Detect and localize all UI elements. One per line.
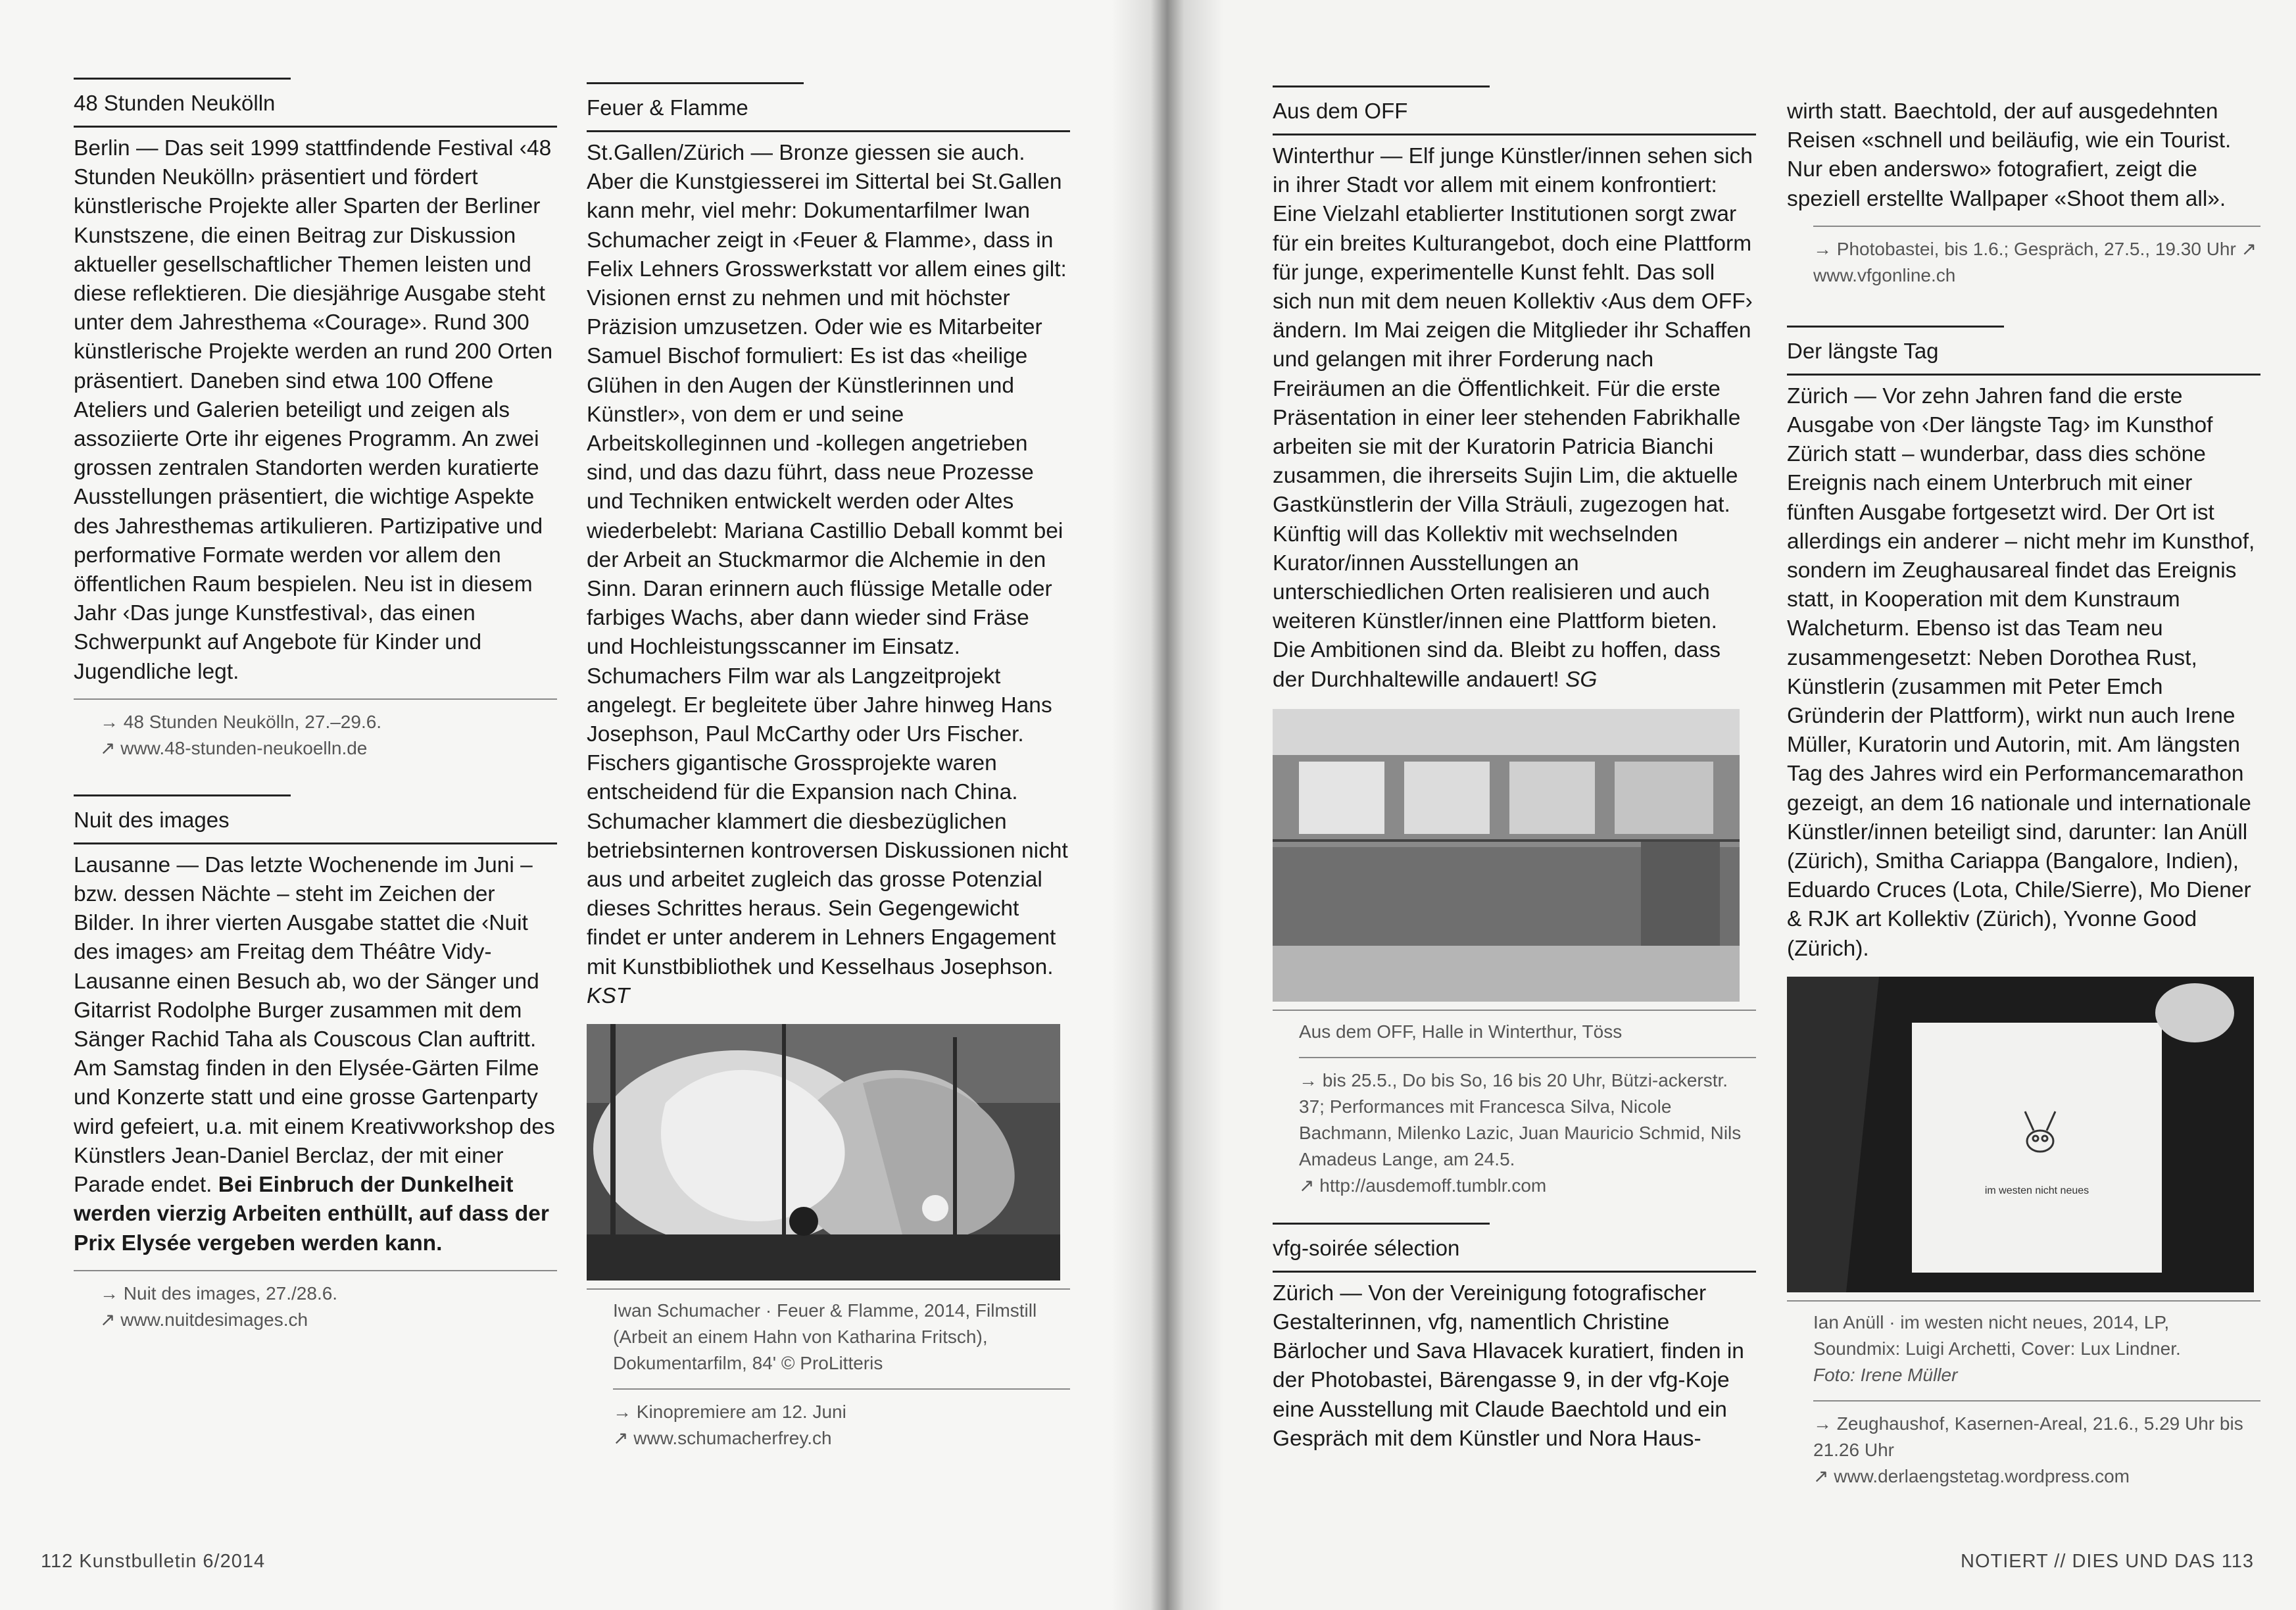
article-link[interactable]: ↗ http://ausdemoff.tumblr.com bbox=[1299, 1175, 1547, 1196]
factory-hall-image bbox=[1273, 709, 1740, 1002]
article-heading: 48 Stunden Neukölln bbox=[74, 89, 557, 128]
author-signature: SG bbox=[1565, 667, 1598, 692]
author-signature: KST bbox=[587, 983, 630, 1008]
photo-credit: Foto: Irene Müller bbox=[1813, 1364, 1958, 1385]
info-separator bbox=[74, 1270, 557, 1271]
right-column-1 bbox=[1273, 85, 1756, 1453]
article-info: → 48 Stunden Neukölln, 27.–29.6. bbox=[100, 711, 382, 732]
article-heading: Aus dem OFF bbox=[1273, 97, 1756, 135]
article-body-text: Winterthur — Elf junge Künstler/innen sehen sich in ihrer Stadt vor allem mit einem konfrontiert: Eine Vielzahl etablierter Institutionen sorgt zwar für ein breites Kulturangebot, doch eine Plattform für junge, experimentelle Kunst fehlt. Das soll sich nun mit dem neuen Kollektiv ‹Aus dem OFF› ändern. Im Mai zeigen die Mitglieder ihr Schaffen und gelangen mit ihrer Forderung nach Freiräumen an die Öffentlichkeit. Für die erste Präsentation in einer leer stehenden Fabrikhalle arbeiten sie mit der Kuratorin Patricia Bianchi zusammen, die ihrerseits Sujin Lim, die aktuelle Gastkünstlerin der Villa Sträuli, zugezogen hat. Künftig will das Kollektiv mit wechselnden Kurator/innen Ausstellungen an unterschiedlichen Orten realisieren und auch weiteren Künstler/innen eine Plattform bieten. Die Ambitionen sind da. Bleibt zu hoffen, dass der Durchhaltewille andauert! bbox=[1273, 144, 1753, 692]
article-heading: Nuit des images bbox=[74, 806, 557, 844]
page-folio-right: NOTIERT // DIES UND DAS 113 bbox=[1961, 1551, 2254, 1572]
film-still-image bbox=[587, 1024, 1060, 1281]
article-info: → Zeughaushof, Kasernen-Areal, 21.6., 5.29 Uhr bis 21.26 Uhr bbox=[1813, 1413, 2243, 1460]
right-page bbox=[1161, 0, 2296, 1610]
lp-cover-photo bbox=[1787, 977, 2254, 1292]
caption-separator bbox=[1273, 1010, 1756, 1011]
article-body bbox=[74, 851, 557, 1258]
rule bbox=[74, 794, 291, 796]
photo-caption: Iwan Schumacher · Feuer & Flamme, 2014, Filmstill (Arbeit an einem Hahn von Katharina Fritsch), Dokumentarfilm, 84' © ProLitteris bbox=[613, 1300, 1037, 1374]
article-info: → bis 25.5., Do bis So, 16 bis 20 Uhr, Bützi-ackerstr. 37; Performances mit Francesca Silva, Nicole Bachmann, Milenko Lazic, Juan Mauricio Schmid, Nils Amadeus Lange, am 24.5. bbox=[1299, 1069, 1742, 1169]
article-body-part: Bei Einbruch der Dunkelheit werden vierzig Arbeiten enthüllt, auf dass der Prix Elysée vergeben werden kann. bbox=[74, 1173, 549, 1256]
info-separator bbox=[74, 698, 557, 700]
photo-caption: Aus dem OFF, Halle in Winterthur, Töss bbox=[1299, 1021, 1623, 1042]
info-separator bbox=[1813, 1400, 2260, 1402]
left-column-2 bbox=[587, 82, 1070, 1451]
hall-photo bbox=[1273, 709, 1740, 1002]
cover-title: im westen nicht neues bbox=[1984, 1184, 2089, 1196]
caption-separator bbox=[587, 1288, 1070, 1290]
article-link[interactable]: ↗ www.48-stunden-neukoelln.de bbox=[100, 737, 368, 758]
article-info: → Nuit des images, 27./28.6. bbox=[100, 1282, 338, 1304]
article-info: → Photobastei, bis 1.6.; Gespräch, 27.5., 19.30 Uhr ↗ www.vfgonline.ch bbox=[1813, 238, 2257, 285]
right-column-2 bbox=[1787, 97, 2260, 1490]
article-body-continued: wirth statt. Baechtold, der auf ausgedehnten Reisen «schnell und beiläufig, wie ein Tourist. Nur eben anderswo» fotografiert, zeigt die speziell erstellte Wallpaper «Shoot them all». bbox=[1787, 99, 2232, 211]
rule bbox=[1273, 1223, 1490, 1225]
film-still-photo bbox=[587, 1024, 1060, 1281]
page-folio-left: 112 Kunstbulletin 6/2014 bbox=[41, 1551, 266, 1572]
article-link[interactable]: ↗ www.nuitdesimages.ch bbox=[100, 1309, 308, 1330]
article-body-part: Lausanne — Das letzte Wochenende im Juni – bzw. dessen Nächte – steht im Zeichen der Bilder. In ihrer vierten Ausgabe stattet die ‹Nuit des images› am Freitag dem Théâtre Vidy-Lausanne einen Besuch ab, wo der Sänger und Gitarrist Rodolphe Burger zusammen mit dem Sänger Rachid Taha als Couscous Clan auftritt. Am Samstag finden in den Elysée-Gärten Filme und Konzerte statt und eine grosse Gartenparty wird gefeiert, u.a. mit einem Kreativworkshop des Künstlers Jean-Daniel Berclaz, der mit einer Parade endet. bbox=[74, 852, 555, 1198]
article-info: → Kinopremiere am 12. Juni bbox=[613, 1402, 846, 1423]
article-body: Zürich — Von der Vereinigung fotografischer Gestalterinnen, vfg, namentlich Christine Bärlocher und Sava Hlavacek kuratiert, finden in der Photobastei, Bärengasse 9, in der vfg-Koje eine Ausstellung mit Claude Baechtold und ein Gespräch mit dem Künstler und Nora Haus- bbox=[1273, 1281, 1744, 1451]
article-heading: Feuer & Flamme bbox=[587, 93, 1070, 132]
article-body bbox=[587, 139, 1070, 1011]
left-column-1 bbox=[74, 78, 557, 1333]
caption-separator bbox=[1787, 1300, 2260, 1302]
info-separator bbox=[613, 1388, 1070, 1390]
record-cover-image bbox=[1787, 977, 2254, 1292]
photo-caption: Ian Anüll · im westen nicht neues, 2014, LP, Soundmix: Luigi Archetti, Cover: Lux Lindner. bbox=[1813, 1311, 2181, 1359]
rule bbox=[1273, 85, 1490, 87]
info-separator bbox=[1299, 1057, 1756, 1058]
article-link[interactable]: ↗ www.schumacherfrey.ch bbox=[613, 1428, 832, 1449]
article-body: Berlin — Das seit 1999 stattfindende Festival ‹48 Stunden Neukölln› präsentiert und fördert künstlerische Projekte aller Sparten der Berliner Kunstszene, die einen Beitrag zur Diskussion aktueller gesellschaftlicher Themen leisten und diese reflektieren. Die diesjährige Ausgabe steht unter dem Jahresthema «Courage». Rund 300 künstlerische Projekte werden an rund 200 Orten präsentiert. Daneben sind etwa 100 Offene Ateliers und Galerien beteiligt und zeigen als assoziierte Orte ihr eigenes Programm. An zwei grossen zentralen Standorten werden kuratierte Ausstellungen präsentiert, die wichtige Aspekte des Jahresthemas artikulieren. Partizipative und performative Formate werden vor allem den öffentlichen Raum bespielen. Neu ist in diesem Jahr ‹Das junge Kunstfestival›, das einen Schwerpunkt auf Angebote für Kinder und Jugendliche legt. bbox=[74, 136, 553, 684]
rule bbox=[587, 82, 804, 84]
article-heading: Der längste Tag bbox=[1787, 337, 2260, 376]
article-body-text: St.Gallen/Zürich — Bronze giessen sie auch. Aber die Kunstgiesserei im Sittertal bei St.Gallen kann mehr, viel mehr: Dokumentarfilmer Iwan Schumacher zeigt in ‹Feuer & Flamme›, dass in Felix Lehners Grosswerkstatt vor allem eines gilt: Visionen ernst zu nehmen und mit höchster Präzision umzusetzen. Oder wie es Mitarbeiter Samuel Bischof formuliert: Es ist das «heilige Glühen in den Augen der Künstlerinnen und Künstler», von dem er und seine Arbeitskolleginnen und -kollegen angetrieben sind, und das dazu führt, dass neue Prozesse und Techniken entwickelt werden oder Altes wiederbelebt: Mariana Castillio Deball kommt bei der Arbeit an Stuckmarmor die Alchemie in den Sinn. Daran erinnern auch flüssige Metalle oder farbiges Wachs, aber dann wieder sind Fräse und Hochleistungsscanner im Einsatz. Schumachers Film war als Langzeitprojekt angelegt. Er begleitete über Jahre hinweg Hans Josephson, Paul McCarthy oder Urs Fischer. Fischers gigantische Grossprojekte waren entscheidend für die Expansion nach China. Schumacher klammert die diesbezüglichen betriebsinternen kontroversen Diskussionen nicht aus und arbeitet zugleich das grosse Potenzial dieses Schrittes heraus. Sein Gegengewicht findet er unter anderem in Lehners Engagement mit Kunstbibliothek und Kesselhaus Josephson. bbox=[587, 141, 1068, 979]
rule bbox=[74, 78, 291, 80]
rule bbox=[1787, 326, 2004, 328]
article-body bbox=[1273, 142, 1756, 695]
article-body: Zürich — Vor zehn Jahren fand die erste Ausgabe von ‹Der längste Tag› im Kunsthof Zürich statt – wunderbar, dass dies schöne Ereignis nach einem Unterbruch mit einer fünften Ausgabe fortgesetzt wird. Der Ort ist allerdings ein anderer – nicht mehr im Kunsthof, sondern im Zeughausareal findet das Ereignis statt, in Kooperation mit dem Kunstraum Walcheturm. Ebenso ist das Team neu zusammengesetzt: Neben Dorothea Rust, Künstlerin (zusammen mit Peter Emch Gründerin der Plattform), wirkt nun auch Irene Müller, Kuratorin und Autorin, mit. Am längsten Tag des Jahres wird ein Performancemarathon gezeigt, an dem 16 nationale und internationale Künstler/innen beteiligt sind, darunter: Ian Anüll (Zürich), Smitha Cariappa (Bangalore, Indien), Eduardo Cruces (Lota, Chile/Sierre), Mo Diener & RJK art Kollektiv (Zürich), Yvonne Good (Zürich). bbox=[1787, 383, 2255, 961]
article-link[interactable]: ↗ www.derlaengstetag.wordpress.com bbox=[1813, 1465, 2130, 1486]
info-separator bbox=[1813, 226, 2260, 227]
article-heading: vfg-soirée sélection bbox=[1273, 1234, 1756, 1273]
